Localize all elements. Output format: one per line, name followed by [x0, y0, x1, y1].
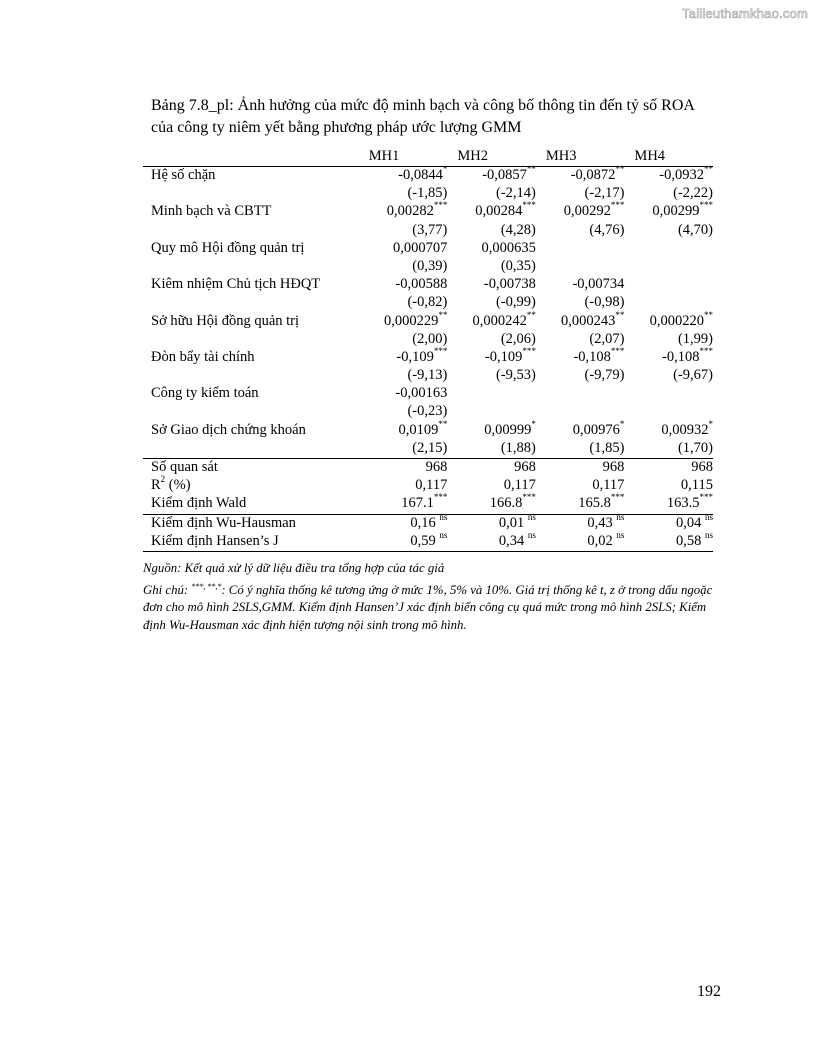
cell-value: -0,0857 — [482, 167, 527, 183]
table-cell — [624, 294, 713, 312]
significance-mark: ns — [616, 529, 625, 540]
table-cell — [624, 222, 713, 240]
significance-mark: ns — [616, 511, 625, 522]
cell-value: (2,00) — [412, 330, 448, 347]
cell-value: 0,43 — [587, 514, 617, 531]
table-row — [143, 294, 713, 312]
cell-value: (2,07) — [589, 330, 625, 347]
row-label: Kiểm định Wu-Hausman — [143, 514, 359, 533]
table-cell — [536, 164, 625, 186]
cell-value: 0,02 — [587, 532, 617, 549]
significance-mark: *** — [699, 200, 713, 211]
cell-value: (-0,82) — [407, 294, 448, 311]
cell-value: -0,0844 — [398, 167, 443, 183]
significance-mark: ** — [615, 309, 625, 320]
table-cell — [359, 222, 448, 240]
cell-value: 0,58 — [675, 532, 705, 549]
row-label — [143, 403, 359, 421]
table-cell — [536, 309, 625, 331]
cell-value: 163.5 — [666, 495, 700, 512]
table-cell — [359, 403, 448, 421]
table-cell — [624, 511, 713, 533]
table-cell — [536, 294, 625, 312]
table-row — [143, 240, 713, 258]
significance-mark: ns — [704, 529, 713, 540]
row-label — [143, 440, 359, 459]
table-caption: Bảng 7.8_pl: Ảnh hưởng của mức độ minh bạch và công bố thông tin đến tỷ số ROA của công ty niêm yết bằng phương pháp ước lượng GMM — [151, 97, 695, 136]
table-cell — [447, 511, 536, 533]
significance-mark: *** — [610, 345, 625, 356]
cell-value: 0,000243 — [561, 312, 616, 329]
table-cell — [447, 164, 536, 186]
table-cell — [359, 367, 448, 385]
cell-value: 0,117 — [415, 477, 448, 494]
cell-value: -0,00163 — [395, 385, 448, 402]
table-cell — [447, 492, 536, 514]
cell-value: 0,000242 — [472, 312, 527, 329]
cell-value: 0,117 — [503, 477, 536, 494]
significance-mark: ns — [439, 529, 448, 540]
footnote-marks: ***, **,* — [191, 581, 222, 591]
cell-value: 0,34 — [498, 532, 528, 549]
table-row — [143, 422, 713, 440]
table-cell — [447, 258, 536, 276]
cell-value: 968 — [425, 459, 448, 475]
cell-value: 968 — [514, 459, 536, 475]
cell-value: -0,109 — [484, 348, 523, 365]
cell-value: (1,99) — [677, 330, 713, 347]
column-header: MH3 — [545, 148, 577, 164]
significance-mark: * — [442, 164, 448, 174]
cell-value: 0,59 — [410, 532, 440, 549]
table-cell — [536, 529, 625, 552]
cell-value: 0,00932 — [661, 421, 709, 438]
table-cell — [447, 309, 536, 331]
table-row — [143, 313, 713, 331]
stats-row — [143, 477, 713, 495]
cell-value: (-2,22) — [673, 185, 713, 202]
cell-value: 166.8 — [489, 495, 523, 512]
table-cell — [624, 459, 713, 478]
significance-mark: *** — [699, 492, 713, 503]
cell-value: 0,00292 — [563, 203, 611, 220]
cell-value: (-0,98) — [584, 294, 625, 311]
row-label-text: Kiểm định Wald — [151, 495, 247, 512]
table-cell — [447, 345, 536, 367]
table-row — [143, 222, 713, 240]
significance-mark: ns — [527, 511, 536, 522]
cell-value: (2,06) — [500, 330, 536, 347]
source-note: Nguồn: Kết quả xử lý dữ liệu điều tra tổng hợp của tác giả — [143, 561, 445, 575]
row-label: Hệ số chặn — [143, 167, 359, 186]
significance-mark: ** — [526, 164, 536, 174]
significance-mark: *** — [522, 345, 536, 356]
significance-mark: *** — [433, 200, 448, 211]
table-cell — [359, 459, 448, 478]
column-header: MH1 — [368, 148, 400, 164]
table-row — [143, 403, 713, 421]
table-cell — [624, 200, 713, 221]
cell-value: 968 — [691, 459, 713, 475]
row-label-tail: (%) — [165, 477, 191, 494]
cell-value: (-9,67) — [673, 367, 713, 384]
cell-value: (3,77) — [412, 221, 448, 238]
cell-value: 167.1 — [401, 495, 434, 512]
table-cell — [447, 294, 536, 312]
footnote-prefix: Ghi chú: — [143, 582, 192, 597]
table-cell — [447, 200, 536, 221]
test-row — [143, 533, 713, 552]
cell-value: 0,04 — [675, 514, 705, 531]
cell-value: -0,00588 — [395, 276, 448, 293]
table-cell — [624, 529, 713, 552]
table-cell — [624, 385, 713, 403]
page-number: 192 — [697, 983, 721, 1000]
table-cell — [536, 440, 625, 459]
table-cell — [359, 385, 448, 403]
table-row — [143, 203, 713, 221]
table-cell — [447, 440, 536, 459]
cell-value: -0,109 — [396, 348, 434, 365]
table-cell — [536, 258, 625, 276]
table-cell — [536, 459, 625, 478]
test-row — [143, 514, 713, 533]
row-label — [143, 474, 359, 495]
table-cell — [447, 276, 536, 294]
cell-value: 0,000229 — [383, 312, 439, 329]
cell-value: 0,00976 — [572, 421, 620, 438]
table-row — [143, 440, 713, 459]
cell-value: 165.8 — [578, 495, 611, 512]
row-label — [143, 495, 359, 514]
table-header-row — [143, 148, 713, 167]
table-cell — [624, 418, 713, 440]
table-cell — [536, 367, 625, 385]
significance-mark: *** — [433, 492, 448, 503]
row-label: Kiêm nhiệm Chủ tịch HĐQT — [151, 276, 321, 293]
significance-mark: ** — [438, 418, 448, 429]
significance-mark: ** — [526, 309, 536, 320]
table-row — [143, 276, 713, 294]
cell-value: 0,00999 — [484, 421, 532, 438]
significance-mark: *** — [522, 200, 536, 211]
cell-value: 0,16 — [410, 514, 440, 531]
table-notes — [143, 560, 715, 634]
table-cell — [536, 222, 625, 240]
table-row — [143, 385, 713, 403]
watermark: Tailieuthamkhao.com — [682, 6, 808, 21]
table-cell — [624, 309, 713, 331]
table-cell — [624, 276, 713, 294]
cell-value: (-2,14) — [496, 185, 536, 202]
cell-value: -0,00734 — [572, 276, 625, 293]
table-row — [143, 167, 713, 186]
cell-value: 0,0109 — [398, 421, 439, 438]
stats-row — [143, 495, 713, 514]
cell-value: (-2,17) — [584, 185, 625, 202]
cell-value: 0,117 — [592, 477, 625, 494]
cell-value: (4,70) — [677, 221, 713, 238]
significance-mark: * — [708, 418, 713, 429]
table-cell — [624, 440, 713, 459]
table-cell — [624, 492, 713, 514]
table-cell — [624, 345, 713, 367]
cell-value: -0,00738 — [483, 276, 536, 293]
cell-value: (1,85) — [589, 439, 625, 456]
cell-value: (-0,99) — [496, 294, 536, 311]
row-label — [143, 367, 359, 385]
table-cell — [624, 367, 713, 385]
cell-value: -0,0872 — [570, 167, 616, 183]
row-label: Công ty kiểm toán — [151, 385, 259, 402]
row-label — [143, 294, 359, 312]
significance-mark: ** — [615, 164, 625, 174]
row-label — [143, 222, 359, 240]
table-cell — [447, 529, 536, 552]
table-cell — [359, 345, 448, 367]
table-cell — [359, 258, 448, 276]
table-row — [143, 185, 713, 203]
cell-value: (1,88) — [500, 439, 536, 456]
table-cell — [536, 418, 625, 440]
table-cell — [359, 276, 448, 294]
table-cell — [536, 511, 625, 533]
row-label: Kiểm định Hansen’s J — [143, 533, 359, 552]
table-cell — [447, 222, 536, 240]
row-label — [143, 258, 359, 276]
significance-mark: *** — [433, 345, 448, 356]
cell-value: 0,115 — [680, 477, 713, 494]
table-cell — [536, 385, 625, 403]
table-cell — [536, 492, 625, 514]
cell-value: (-9,13) — [407, 367, 448, 384]
significance-mark: * — [531, 418, 536, 429]
cell-value: -0,0932 — [659, 167, 704, 183]
cell-value: 0,000635 — [481, 239, 536, 256]
row-label — [143, 459, 359, 478]
table-cell — [447, 418, 536, 440]
cell-value: 0,000707 — [392, 239, 448, 256]
table-cell — [447, 240, 536, 258]
row-label — [143, 331, 359, 349]
table-cell — [359, 511, 448, 533]
table-cell — [359, 529, 448, 552]
significance-mark: *** — [610, 200, 625, 211]
cell-value: -0,108 — [662, 348, 700, 365]
significance-mark: ns — [527, 529, 536, 540]
row-label: Sở hữu Hội đồng quản trị — [151, 312, 300, 329]
row-label: Sở Giao dịch chứng khoán — [151, 421, 306, 438]
row-label: Minh bạch và CBTT — [151, 203, 272, 220]
significance-mark: ** — [438, 309, 448, 320]
footnote-text: : Có ý nghĩa thống kê tương ứng ở mức 1%, 5% và 10%. Giá trị thống kê t, z ở trong dấu ngoặc đơn cho mô hình 2SLS,GMM. Kiểm định Hansen’J xác định biến công cụ quá mức trong mô hình 2SLS; Kiểm định Wu-Hausman xác định hiện tượng nội sinh trong mô hình. — [143, 582, 713, 632]
table-row — [143, 331, 713, 349]
table-cell — [624, 164, 713, 186]
table-cell — [359, 164, 448, 186]
table-cell — [447, 459, 536, 478]
cell-value: (-9,53) — [496, 367, 536, 384]
cell-value: (-1,85) — [407, 185, 448, 202]
cell-value: 968 — [602, 459, 625, 475]
regression-table — [143, 148, 713, 552]
cell-value: 0,00284 — [475, 203, 523, 220]
table-cell — [359, 309, 448, 331]
header-blank — [143, 148, 359, 167]
table-cell — [359, 418, 448, 440]
row-label-text: Số quan sát — [151, 459, 218, 475]
cell-value: (0,39) — [412, 257, 448, 274]
table-cell — [447, 403, 536, 421]
row-label: Quy mô Hội đồng quản trị — [151, 239, 305, 256]
table-cell — [359, 440, 448, 459]
significance-mark: ** — [704, 164, 713, 174]
table-cell — [624, 240, 713, 258]
cell-value: (-9,79) — [584, 367, 625, 384]
table-cell — [359, 200, 448, 221]
cell-value: 0,01 — [498, 514, 528, 531]
table-cell — [536, 200, 625, 221]
cell-value: (4,76) — [589, 221, 625, 238]
row-label-sup: 2 — [160, 474, 166, 485]
significance-mark: ** — [704, 309, 713, 320]
table-cell — [447, 367, 536, 385]
table-cell — [359, 294, 448, 312]
cell-value: (1,70) — [677, 439, 713, 456]
table-cell — [536, 345, 625, 367]
cell-value: (4,28) — [500, 221, 536, 238]
table-cell — [359, 492, 448, 514]
row-label-text: R — [151, 477, 161, 494]
row-label — [143, 185, 359, 203]
table-cell — [536, 276, 625, 294]
table-row — [143, 367, 713, 385]
column-header: MH2 — [457, 148, 488, 164]
cell-value: (2,15) — [412, 439, 448, 456]
cell-value: 0,000220 — [649, 312, 704, 329]
significance-mark: ns — [704, 511, 713, 522]
significance-mark: ns — [439, 511, 448, 522]
table-cell — [536, 403, 625, 421]
significance-mark: *** — [610, 492, 625, 503]
cell-value: -0,108 — [573, 348, 611, 365]
cell-value: (-0,23) — [407, 403, 448, 420]
table-cell — [624, 258, 713, 276]
table-cell — [536, 240, 625, 258]
cell-value: 0,00282 — [386, 203, 434, 220]
stats-row — [143, 459, 713, 478]
significance-mark: *** — [522, 492, 536, 503]
significance-mark: *** — [699, 345, 713, 356]
table-cell — [359, 240, 448, 258]
table-cell — [447, 385, 536, 403]
table-row — [143, 258, 713, 276]
table-cell — [624, 403, 713, 421]
significance-mark: * — [619, 418, 625, 429]
footnote — [143, 582, 715, 635]
column-header: MH4 — [634, 148, 666, 164]
cell-value: (0,35) — [500, 257, 536, 274]
table-row — [143, 349, 713, 367]
row-label: Đòn bẩy tài chính — [151, 348, 255, 365]
cell-value: 0,00299 — [652, 203, 700, 220]
